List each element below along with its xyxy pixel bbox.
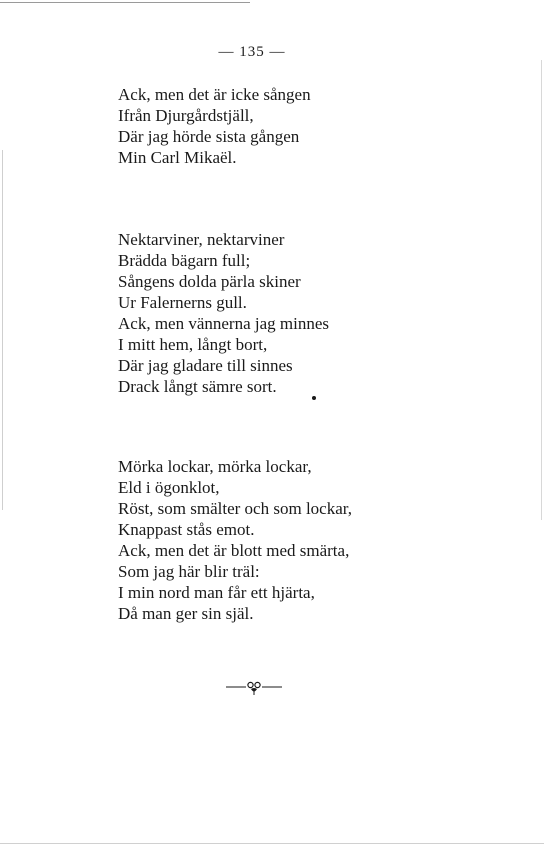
ink-speck [312,396,316,400]
poem-line: Ack, men det är icke sången [118,85,311,104]
stanza-1 [118,84,311,168]
poem-line: Min Carl Mikaël. [118,148,237,167]
poem-line: Ack, men vännerna jag minnes [118,314,330,333]
poem-line: Där jag gladare till sinnes [118,356,293,375]
poem-line: Drack långt sämre sort. [118,377,277,396]
left-scan-edge [2,150,3,510]
poem-line: I mitt hem, långt bort, [118,335,268,354]
poem-line: I min nord man får ett hjärta, [118,583,315,602]
poem-line: Sångens dolda pärla skiner [118,272,301,291]
page-number: — 135 — [218,44,286,60]
poem-line: Där jag hörde sista gången [118,127,300,146]
poem-line: Nektarviner, nektarviner [118,230,285,249]
poem-line: Knappast stås emot. [118,520,255,539]
fleuron-divider-icon [224,678,284,698]
poem-line: Ifrån Djurgårdstjäll, [118,106,254,125]
poem-line: Brädda bägarn full; [118,251,251,270]
poem-line: Eld i ögonklot, [118,478,220,497]
stanza-2 [118,229,329,397]
poem-line: Ur Falernerns gull. [118,293,247,312]
poem-line: Mörka lockar, mörka lockar, [118,457,312,476]
top-edge-rule [0,2,250,3]
poem-line: Då man ger sin själ. [118,604,254,623]
right-scan-edge [541,60,542,520]
poem-line: Som jag här blir träl: [118,562,260,581]
stanza-3 [118,456,352,624]
poem-line: Ack, men det är blott med smärta, [118,541,350,560]
poem-line: Röst, som smälter och som lockar, [118,499,352,518]
bottom-edge-rule [0,843,544,844]
